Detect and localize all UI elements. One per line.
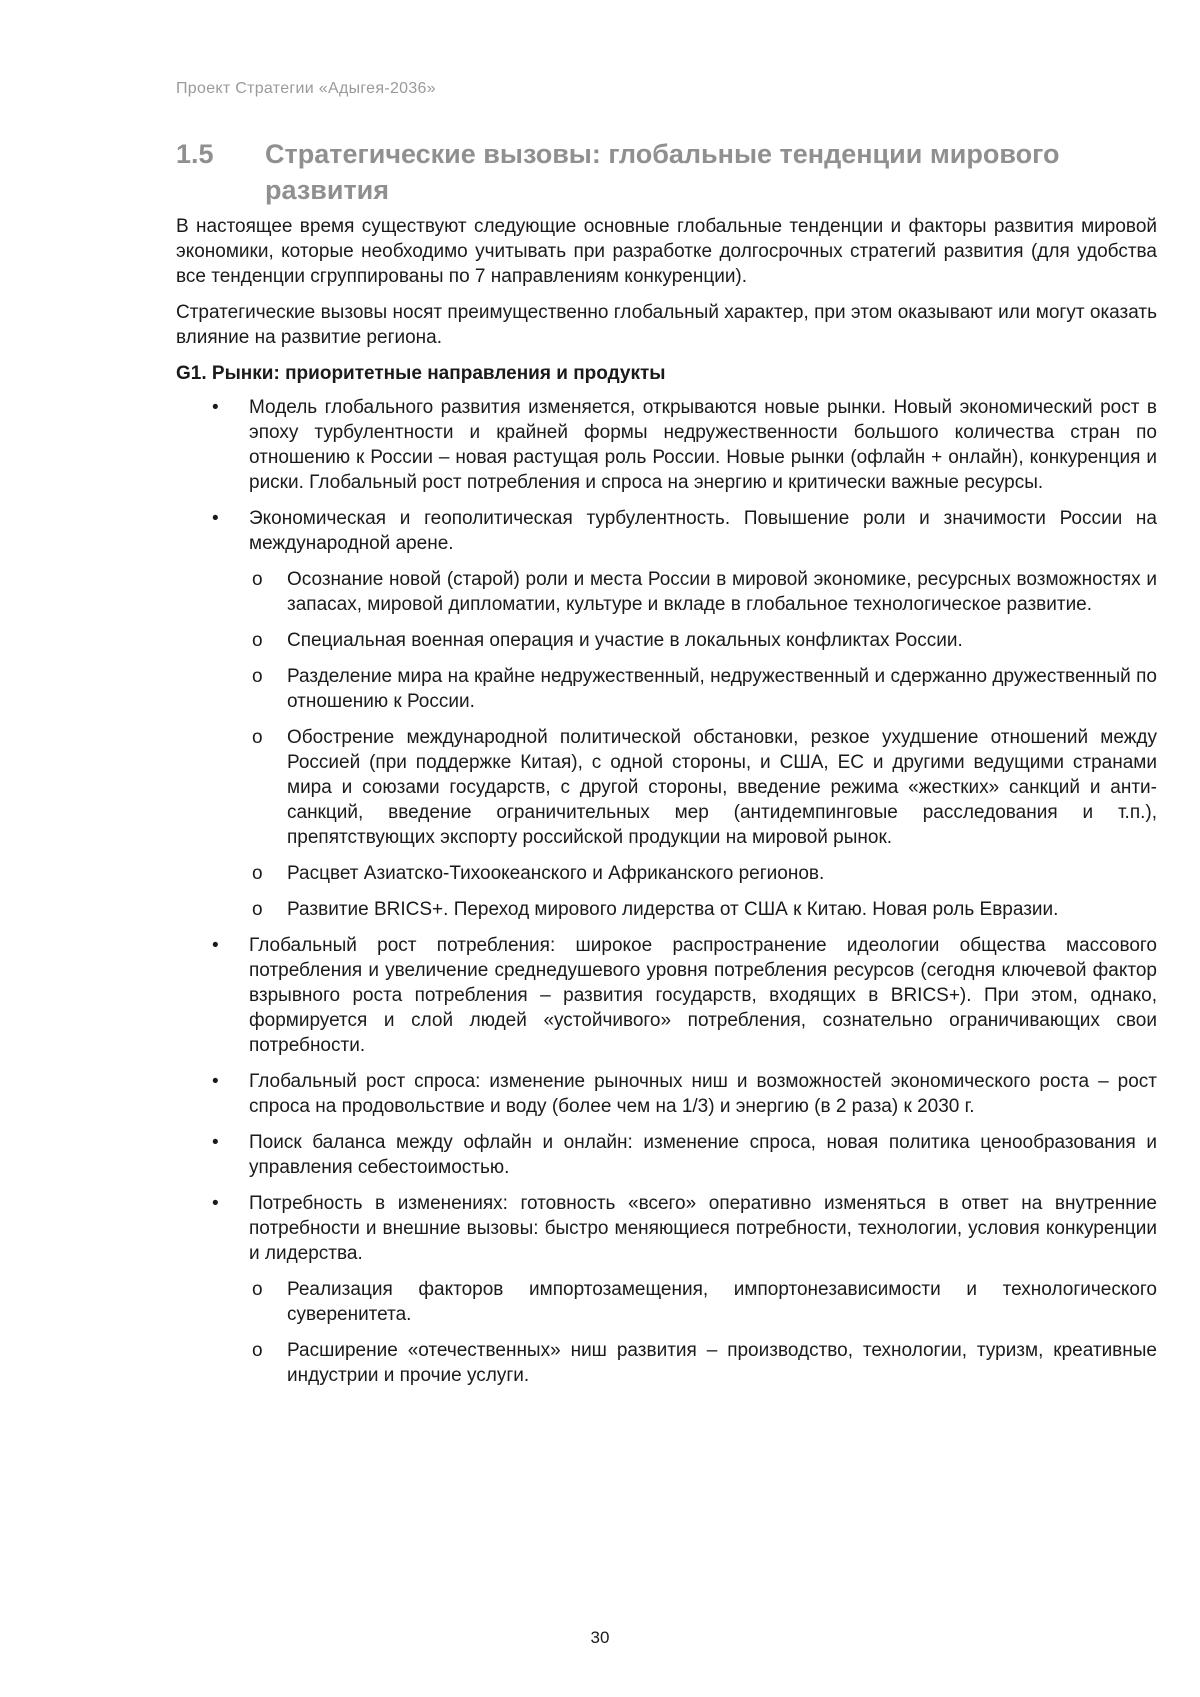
sub-bullet-marker: o: [252, 899, 263, 920]
list-item: [176, 1130, 1157, 1180]
sub-list-item: [249, 1338, 1157, 1388]
section-title: Стратегические вызовы: глобальные тенденции мирового развития: [265, 139, 1060, 205]
sub-bullet-marker: o: [252, 1340, 263, 1361]
sub-list-item-text: Осознание новой (старой) роли и места России в мировой экономике, ресурсных возможностях и запасах, мировой дипломатии, культуре и вкладе в глобальное технологическое развитие.: [287, 569, 1157, 615]
sub-list-item: [249, 664, 1157, 714]
bullet-marker: •: [212, 935, 219, 956]
sub-list-item-text: Разделение мира на крайне недружественный, недружественный и сдержанно дружественный по отношению к России.: [287, 666, 1157, 712]
running-header: Проект Стратегии «Адыгея-2036»: [176, 80, 436, 97]
list-item: [176, 506, 1157, 922]
sub-list-item-text: Реализация факторов импортозамещения, импортонезависимости и технологического суверенитета.: [287, 1279, 1157, 1325]
sub-bullet-marker: o: [252, 569, 263, 590]
list-item: [176, 1191, 1157, 1388]
bullet-marker: •: [212, 1132, 219, 1153]
list-item-text: Поиск баланса между офлайн и онлайн: изменение спроса, новая политика ценообразования и управления себестоимостью.: [249, 1132, 1157, 1178]
list-item: [176, 395, 1157, 495]
sub-list: [249, 567, 1157, 922]
bullet-marker: •: [212, 1071, 219, 1092]
sub-list-item: [249, 897, 1157, 922]
list-item: [176, 1069, 1157, 1119]
list-item-text: Глобальный рост спроса: изменение рыночных ниш и возможностей экономического роста – рост спроса на продовольствие и воду (более чем на 1/3) и энергию (в 2 раза) к 2030 г.: [249, 1071, 1157, 1117]
sub-list-item-text: Развитие BRICS+. Переход мирового лидерства от США к Китаю. Новая роль Евразии.: [287, 899, 1059, 920]
bullet-marker: •: [212, 508, 219, 529]
sub-list-item: [249, 567, 1157, 617]
list-item-text: Потребность в изменениях: готовность «всего» оперативно изменяться в ответ на внутренние потребности и внешние вызовы: быстро меняющиеся потребности, технологии, условия конкуренции и лидерства.: [249, 1193, 1157, 1264]
sub-list-item: [249, 861, 1157, 886]
sub-list: [249, 1277, 1157, 1388]
sub-list-item-text: Обострение международной политической обстановки, резкое ухудшение отношений между Россией (при поддержке Китая), с одной стороны, и США, ЕС и другими ведущими странами мира и союзами государств, с другой стороны, введение режима «жестких» санкций и анти-санкций, введение ограничительных мер (антидемпинговые расследования и т.п.), препятствующих экспорту российской продукции на мировой рынок.: [287, 727, 1157, 848]
bullet-marker: •: [212, 1193, 219, 1214]
list-item-text: Глобальный рост потребления: широкое распространение идеологии общества массового потребления и увеличение среднедушевого уровня потребления ресурсов (сегодня ключевой фактор взрывного роста потребления – развития государств, входящих в BRICS+). При этом, однако, формируется и слой людей «устойчивого» потребления, сознательно ограничивающих свои потребности.: [249, 935, 1157, 1056]
bullet-list: [176, 395, 1157, 1388]
subsection-title: G1. Рынки: приоритетные направления и продукты: [176, 363, 666, 384]
list-item-text: Экономическая и геополитическая турбулентность. Повышение роли и значимости России на международной арене.: [249, 508, 1157, 554]
sub-list-item: [249, 628, 1157, 653]
sub-bullet-marker: o: [252, 863, 263, 884]
list-item: [176, 933, 1157, 1058]
list-item-text: Модель глобального развития изменяется, открываются новые рынки. Новый экономический рост в эпоху турбулентности и крайней формы недружественности большого количества стран по отношению к России – новая растущая роль России. Новые рынки (офлайн + онлайн), конкуренция и риски. Глобальный рост потребления и спроса на энергию и критически важные ресурсы.: [249, 397, 1157, 493]
sub-list-item: [249, 725, 1157, 850]
page-number: 30: [590, 1628, 610, 1647]
sub-list-item-text: Специальная военная операция и участие в локальных конфликтах России.: [287, 630, 963, 651]
section-heading: [176, 136, 1136, 208]
intro-paragraph: В настоящее время существуют следующие основные глобальные тенденции и факторы развития мировой экономики, которые необходимо учитывать при разработке долгосрочных стратегий развития (для удобства все тенденции сгруппированы по 7 направлениям конкуренции).: [176, 216, 1157, 287]
body-content: [176, 214, 1157, 1399]
intro-paragraph: Стратегические вызовы носят преимущественно глобальный характер, при этом оказывают или могут оказать влияние на развитие региона.: [176, 302, 1157, 348]
sub-bullet-marker: o: [252, 630, 263, 651]
section-number: 1.5: [176, 139, 214, 169]
sub-bullet-marker: o: [252, 727, 263, 748]
sub-list-item-text: Расцвет Азиатско-Тихоокеанского и Африканского регионов.: [287, 863, 825, 884]
bullet-marker: •: [212, 397, 219, 418]
sub-bullet-marker: o: [252, 1279, 263, 1300]
sub-list-item-text: Расширение «отечественных» ниш развития – производство, технологии, туризм, креативные индустрии и прочие услуги.: [287, 1340, 1157, 1386]
sub-bullet-marker: o: [252, 666, 263, 687]
sub-list-item: [249, 1277, 1157, 1327]
